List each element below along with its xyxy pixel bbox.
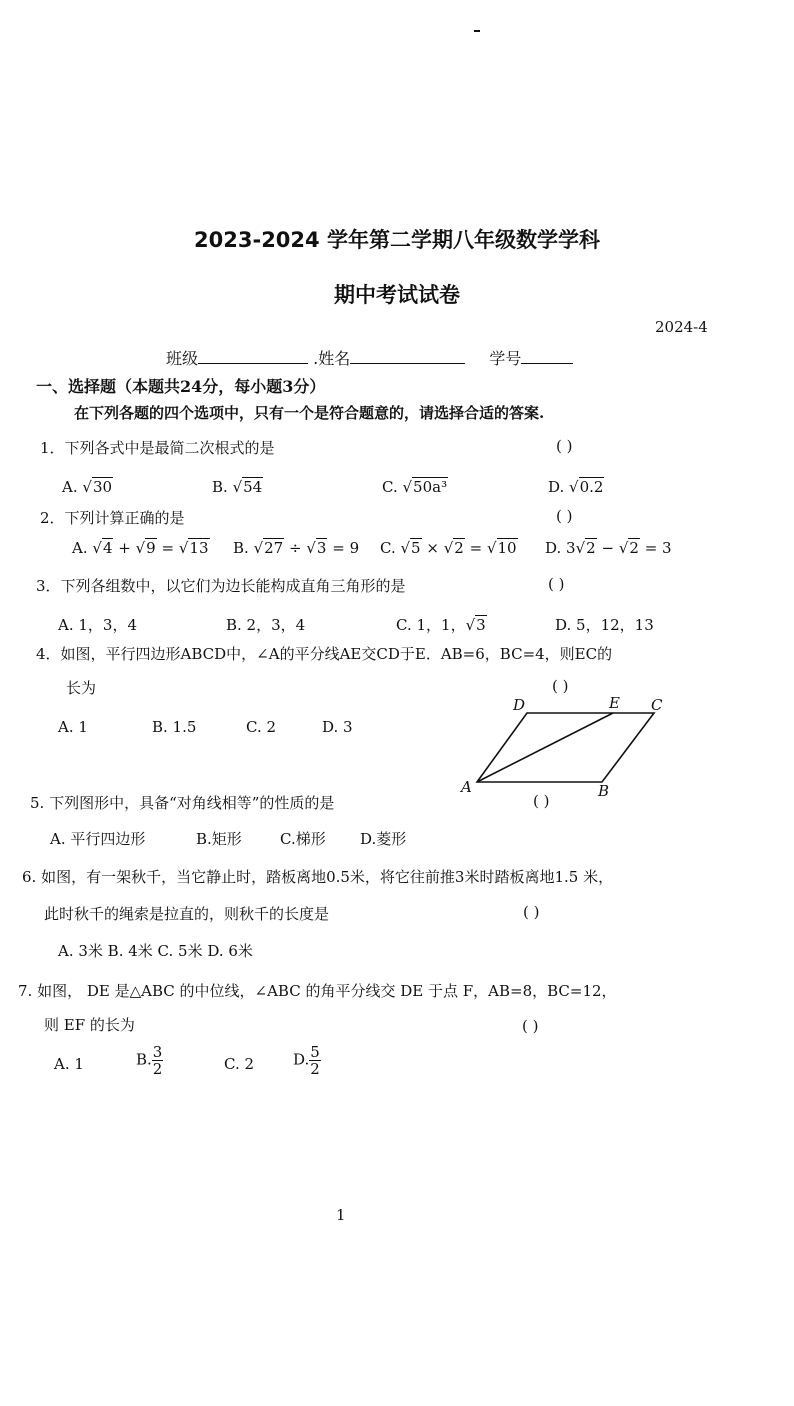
q2-option-d[interactable]: D. 3√2 − √2 = 3 [545, 539, 672, 557]
q5-answer-paren[interactable]: ( ) [533, 792, 550, 810]
fraction-five-halves: $\frac{5}{2}$ [310, 1043, 320, 1078]
q7-option-b[interactable]: B. $\frac{3}{2}$ [136, 1043, 163, 1078]
q7-stem-cont: 则 EF 的长为 [44, 1016, 135, 1034]
exam-title: 2023-2024 学年第二学期八年级数学学科 [194, 228, 600, 252]
q1-answer-paren[interactable]: ( ) [556, 437, 573, 455]
q3-stem: 3．下列各组数中，以它们为边长能构成直角三角形的是 [36, 577, 406, 595]
q5-option-d[interactable]: D.菱形 [360, 830, 407, 848]
q5-stem: 5. 下列图形中，具备“对角线相等”的性质的是 [30, 794, 335, 812]
id-field[interactable] [521, 349, 573, 364]
q5-option-a[interactable]: A. 平行四边形 [50, 830, 146, 848]
name-label: .姓名 [313, 349, 351, 368]
q5-option-b[interactable]: B.矩形 [196, 830, 242, 848]
q7-option-a[interactable]: A. 1 [54, 1055, 84, 1073]
q1-stem: 1．下列各式中是最简二次根式的是 [40, 439, 275, 457]
q6-answer-paren[interactable]: ( ) [523, 903, 540, 921]
fig-label-c: C [651, 696, 663, 714]
fraction-three-halves: $\frac{3}{2}$ [152, 1043, 163, 1078]
q4-option-a[interactable]: A. 1 [58, 718, 88, 736]
q7-option-d[interactable]: D. $\frac{5}{2}$ [293, 1043, 320, 1078]
q1-option-b[interactable]: B. √54 [212, 478, 263, 496]
q6-stem-cont: 此时秋千的绳索是拉直的，则秋千的长度是 [44, 905, 330, 923]
q5-option-c[interactable]: C.梯形 [280, 830, 326, 848]
q4-option-b[interactable]: B. 1.5 [152, 718, 197, 736]
q7-stem: 7. 如图， DE 是△ABC 的中位线，∠ABC 的角平分线交 DE 于点 F，AB=8，BC=12， [18, 982, 617, 1000]
exam-subtitle: 期中考试试卷 [334, 283, 460, 307]
name-field[interactable] [350, 349, 465, 364]
fig-label-b: B [598, 782, 610, 800]
q4-stem: 4．如图，平行四边形ABCD中，∠A的平分线AE交CD于E．AB=6，BC=4，则EC的 [36, 645, 613, 663]
student-info-row [166, 346, 573, 369]
q4-answer-paren[interactable]: ( ) [552, 677, 569, 695]
fig-label-d: D [513, 696, 526, 714]
id-label: 学号 [489, 349, 522, 368]
q3-option-d[interactable]: D. 5，12，13 [555, 616, 654, 634]
q2-option-c[interactable]: C. √5 × √2 = √10 [380, 539, 517, 557]
q2-answer-paren[interactable]: ( ) [556, 507, 573, 525]
fig-label-e: E [609, 694, 620, 712]
q4-option-d[interactable]: D. 3 [322, 718, 353, 736]
fig-label-a: A [461, 778, 472, 796]
scan-mark [474, 30, 480, 32]
q7-answer-paren[interactable]: ( ) [522, 1017, 539, 1035]
q6-options[interactable]: A. 3米 B. 4米 C. 5米 D. 6米 [58, 942, 253, 960]
q4-parallelogram-figure [455, 692, 685, 804]
class-label: 班级 [166, 349, 199, 368]
q2-option-b[interactable]: B. √27 ÷ √3 = 9 [233, 539, 360, 557]
q4-stem-cont: 长为 [66, 679, 97, 697]
q3-option-c[interactable]: C. 1，1，√3 [396, 616, 486, 634]
page-number: 1 [336, 1206, 346, 1224]
q1-option-c[interactable]: C. √50a³ [382, 478, 448, 496]
q3-option-b[interactable]: B. 2，3，4 [226, 616, 306, 634]
q1-option-d[interactable]: D. √0.2 [548, 478, 604, 496]
q7-option-c[interactable]: C. 2 [224, 1055, 255, 1073]
q2-stem: 2．下列计算正确的是 [40, 509, 185, 527]
q2-option-a[interactable]: A. √4 + √9 = √13 [72, 539, 209, 557]
section-heading: 一、选择题（本题共24分，每小题3分） [36, 377, 326, 396]
parallelogram-abcd [477, 713, 654, 782]
class-field[interactable] [198, 349, 308, 364]
q3-answer-paren[interactable]: ( ) [548, 575, 565, 593]
q3-option-a[interactable]: A. 1，3，4 [58, 616, 137, 634]
q6-stem: 6. 如图，有一架秋千，当它静止时，踏板离地0.5米，将它往前推3米时踏板离地1.5 米， [22, 868, 614, 886]
q4-option-c[interactable]: C. 2 [246, 718, 277, 736]
exam-date: 2024-4 [655, 318, 708, 336]
bisector-ae [477, 713, 613, 782]
q1-option-a[interactable]: A. √30 [62, 478, 113, 496]
section-instruction: 在下列各题的四个选项中，只有一个是符合题意的，请选择合适的答案. [74, 404, 545, 422]
